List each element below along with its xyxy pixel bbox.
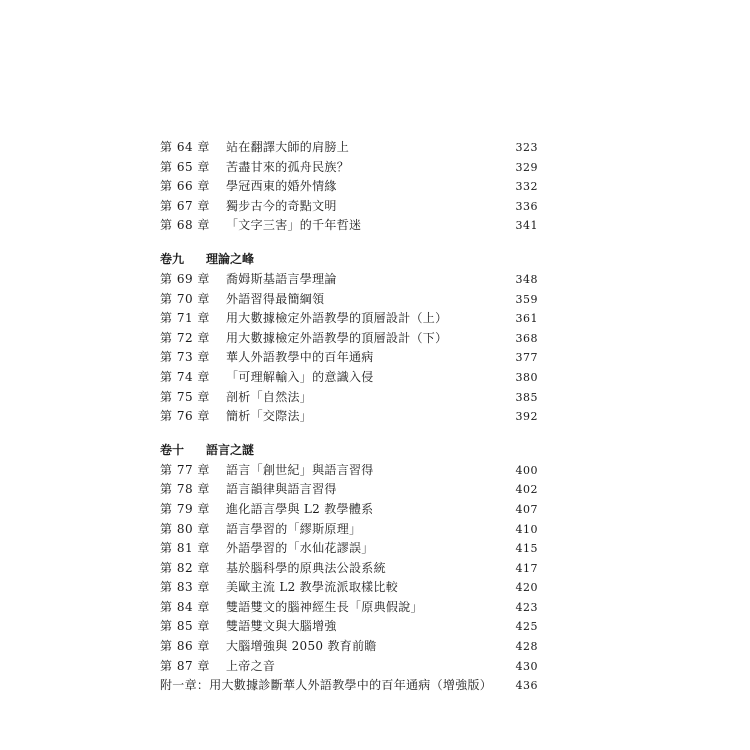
toc-entry [160, 348, 540, 368]
chapter-title: 剖析「自然法」 [226, 389, 313, 404]
toc-entry [160, 329, 540, 349]
volume-name: 理論之峰 [206, 251, 255, 266]
chapter-number: 第 80 章 [160, 521, 210, 536]
toc-entry [160, 216, 540, 236]
toc-entry [160, 270, 540, 290]
page-number: 359 [515, 292, 538, 306]
chapter-number: 第 68 章 [160, 218, 210, 233]
page-number: 436 [515, 679, 538, 693]
chapter-title: 語言「創世紀」與語言習得 [226, 462, 374, 477]
page-number: 332 [515, 180, 538, 194]
chapter-title: 用大數據檢定外語教學的頂層設計（下） [226, 330, 448, 345]
chapter-number: 第 75 章 [160, 389, 210, 404]
chapter-number: 第 85 章 [160, 619, 210, 634]
chapter-title: 大腦增強與 2050 教育前瞻 [226, 639, 377, 654]
table-of-contents [160, 138, 540, 696]
chapter-number: 第 81 章 [160, 541, 210, 556]
page-number: 415 [515, 542, 538, 556]
toc-entry [160, 461, 540, 481]
page-number: 428 [515, 640, 538, 654]
chapter-title: 華人外語教學中的百年通病 [226, 350, 374, 365]
page-number: 323 [515, 141, 538, 154]
chapter-number: 第 82 章 [160, 560, 210, 575]
page-number: 425 [515, 620, 538, 634]
chapter-number: 第 65 章 [160, 159, 210, 174]
chapter-title: 外語習得最簡綱領 [226, 291, 325, 306]
volume-name: 語言之謎 [206, 442, 255, 457]
chapter-title: 雙語雙文的腦神經生長「原典假說」 [226, 599, 423, 614]
page-number: 392 [515, 410, 538, 424]
toc-entry [160, 138, 540, 158]
chapter-title: 「文字三害」的千年哲迷 [226, 218, 362, 233]
page-number: 400 [515, 463, 538, 477]
toc-entry [160, 480, 540, 500]
chapter-number: 第 71 章 [160, 311, 210, 326]
chapter-number: 第 77 章 [160, 462, 210, 477]
toc-entry [160, 177, 540, 197]
chapter-number: 第 83 章 [160, 580, 210, 595]
page-number: 417 [515, 561, 538, 575]
page-number: 420 [515, 581, 538, 595]
page-number: 329 [515, 160, 538, 174]
appendix-entry [160, 676, 540, 696]
chapter-title: 學冠西東的婚外情緣 [226, 179, 337, 194]
chapter-number: 第 78 章 [160, 482, 210, 497]
chapter-number: 第 84 章 [160, 599, 210, 614]
chapter-title: 簡析「交際法」 [226, 409, 313, 424]
page-number: 341 [515, 219, 538, 233]
page-number: 402 [515, 483, 538, 497]
chapter-number: 第 69 章 [160, 271, 210, 286]
appendix-title: 附一章：用大數據診斷華人外語教學中的百年通病（增強版） [160, 678, 493, 693]
chapter-number: 第 87 章 [160, 658, 210, 673]
page-number: 361 [515, 312, 538, 326]
toc-entry [160, 539, 540, 559]
toc-entry [160, 657, 540, 677]
chapter-title: 「可理解輸入」的意識入侵 [226, 369, 374, 384]
page-number: 430 [515, 659, 538, 673]
chapter-title: 語言學習的「繆斯原理」 [226, 521, 362, 536]
chapter-number: 第 67 章 [160, 198, 210, 213]
page-number: 368 [515, 331, 538, 345]
volume-heading [160, 248, 540, 270]
toc-entry [160, 500, 540, 520]
chapter-number: 第 72 章 [160, 330, 210, 345]
toc-entry [160, 197, 540, 217]
chapter-title: 美歐主流 L2 教學流派取樣比較 [226, 580, 399, 595]
toc-entry [160, 158, 540, 178]
page-number: 410 [515, 522, 538, 536]
toc-entry [160, 617, 540, 637]
toc-entry [160, 290, 540, 310]
toc-entry [160, 407, 540, 427]
volume-number: 卷十 [160, 442, 185, 457]
page-number: 423 [515, 600, 538, 614]
chapter-title: 語言韻律與語言習得 [226, 482, 337, 497]
toc-entry [160, 368, 540, 388]
chapter-number: 第 64 章 [160, 140, 210, 154]
page-number: 407 [515, 502, 538, 516]
toc-entry [160, 598, 540, 618]
chapter-title: 站在翻譯大師的肩膀上 [226, 140, 350, 154]
volume-heading [160, 439, 540, 461]
chapter-title: 基於腦科學的原典法公設系統 [226, 560, 386, 575]
toc-entry [160, 637, 540, 657]
page-number: 385 [515, 390, 538, 404]
volume-number: 卷九 [160, 251, 185, 266]
chapter-title: 進化語言學與 L2 教學體系 [226, 501, 374, 516]
chapter-number: 第 74 章 [160, 369, 210, 384]
page-number: 348 [515, 272, 538, 286]
toc-entry [160, 309, 540, 329]
toc-entry [160, 578, 540, 598]
toc-entry [160, 559, 540, 579]
chapter-number: 第 79 章 [160, 501, 210, 516]
chapter-number: 第 73 章 [160, 350, 210, 365]
chapter-number: 第 86 章 [160, 639, 210, 654]
chapter-title: 雙語雙文與大腦增強 [226, 619, 337, 634]
chapter-number: 第 70 章 [160, 291, 210, 306]
page-number: 336 [515, 199, 538, 213]
chapter-number: 第 66 章 [160, 179, 210, 194]
chapter-title: 喬姆斯基語言學理論 [226, 271, 337, 286]
page-number: 380 [515, 370, 538, 384]
chapter-title: 上帝之音 [226, 658, 276, 673]
toc-entry [160, 520, 540, 540]
chapter-title: 苦盡甘來的孤舟民族？ [226, 159, 350, 174]
page-number: 377 [515, 351, 538, 365]
chapter-number: 第 76 章 [160, 409, 210, 424]
toc-entry [160, 388, 540, 408]
chapter-title: 獨步古今的奇點文明 [226, 198, 337, 213]
chapter-title: 外語學習的「水仙花謬誤」 [226, 541, 374, 556]
chapter-title: 用大數據檢定外語教學的頂層設計（上） [226, 311, 448, 326]
